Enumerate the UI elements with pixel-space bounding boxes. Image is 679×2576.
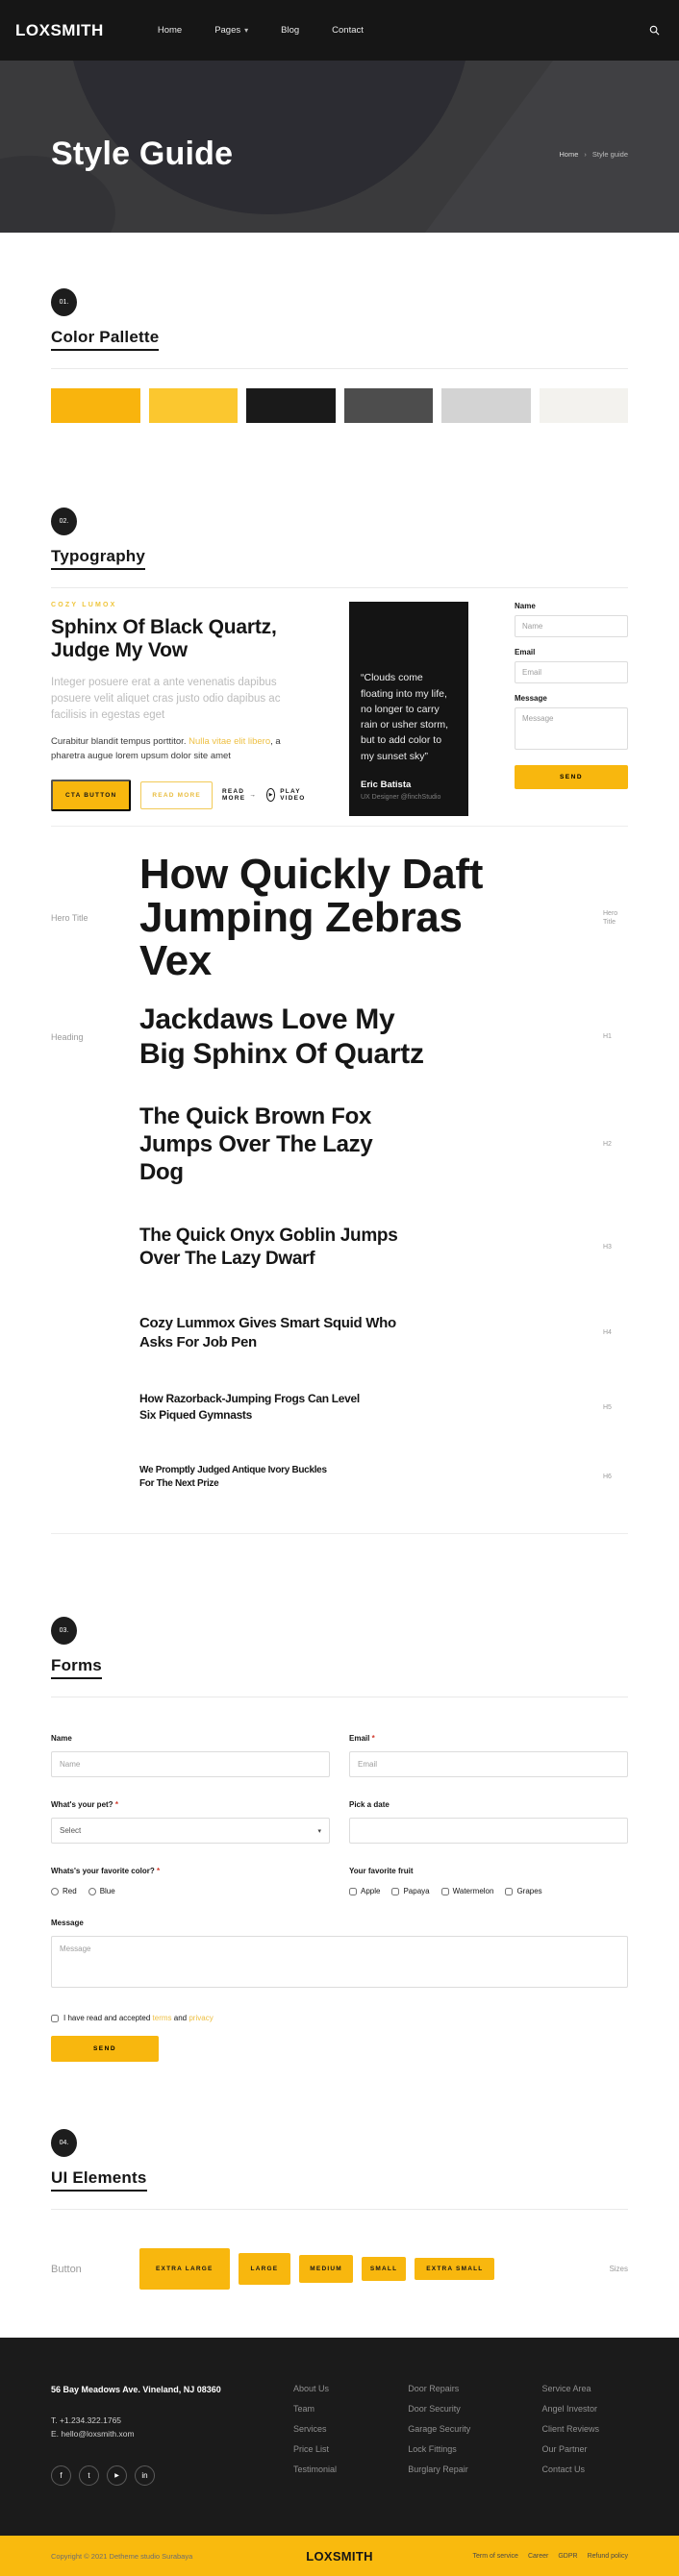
footer-link[interactable]: Our Partner [541, 2444, 588, 2455]
type-scale-row-h6: We Promptly Judged Antique Ivory Buckles For The Next Prize H6 [139, 1465, 612, 1490]
gdpr-link[interactable]: GDPR [558, 2552, 578, 2560]
radio-blue[interactable]: Blue [88, 1887, 115, 1895]
terms-of-service-link[interactable]: Term of service [472, 2552, 518, 2560]
checkbox-grapes[interactable]: Grapes [505, 1887, 541, 1895]
send-button[interactable]: SEND [515, 765, 628, 789]
section-typography [51, 423, 628, 1534]
footer-column-services [408, 2384, 470, 2486]
color-swatch-6 [540, 388, 629, 423]
footer-logo: LOXSMITH [306, 2548, 373, 2564]
h4-sample: Cozy Lummox Gives Smart Squid Who Asks For Job Pen [139, 1314, 396, 1351]
footer-link[interactable]: Team [293, 2404, 315, 2415]
radio-input-red[interactable] [51, 1888, 59, 1895]
type-scale-row-h1: Heading Jackdaws Love My Big Sphinx Of Quartz H1 [51, 1003, 612, 1070]
type-scale-row-h3: The Quick Onyx Goblin Jumps Over The Lazy Dwarf H3 [139, 1226, 612, 1270]
search-icon[interactable] [646, 23, 662, 38]
twitter-icon[interactable]: t [79, 2465, 99, 2486]
linkedin-icon[interactable]: in [135, 2465, 155, 2486]
youtube-icon[interactable]: ▶ [107, 2465, 127, 2486]
message-label: Message [515, 694, 547, 703]
copyright-text: Copyright © 2021 Detheme studio Surabaya [51, 2551, 193, 2561]
section-color-palette [51, 233, 628, 423]
page-hero [0, 61, 679, 233]
chevron-down-icon: ▾ [244, 26, 249, 35]
divider [51, 826, 628, 827]
footer-link[interactable]: Burglary Repair [408, 2465, 468, 2475]
breadcrumb [559, 150, 628, 159]
sizes-label: Sizes [609, 2265, 628, 2274]
social-links [51, 2465, 293, 2486]
email-label: Email [515, 648, 536, 656]
sample-contact-form [515, 602, 628, 816]
divider [51, 2209, 628, 2210]
button-sizes-row [51, 2248, 628, 2290]
email-label: Email * [349, 1734, 375, 1744]
message-label: Message [51, 1919, 84, 1928]
radio-red[interactable]: Red [51, 1887, 77, 1895]
footer-email[interactable]: E. hello@loxsmith.xom [51, 2429, 135, 2440]
footer-link[interactable]: Door Repairs [408, 2384, 460, 2394]
section-number-badge: 04. [51, 2129, 77, 2157]
button-extra-small[interactable]: EXTRA SMALL [415, 2258, 494, 2280]
type-scale-row-hero: Hero Title How Quickly Daft Jumping Zebras Vex Hero Title [51, 851, 618, 984]
name-label: Name [515, 602, 536, 610]
message-field[interactable] [51, 1936, 628, 1988]
section-ui-elements [51, 2062, 628, 2290]
pet-select[interactable] [51, 1818, 330, 1844]
name-label: Name [51, 1734, 72, 1744]
breadcrumb-separator-icon: › [584, 150, 587, 159]
quote-card [349, 602, 468, 816]
color-swatch-4 [344, 388, 434, 423]
typography-sample [51, 602, 628, 816]
send-button[interactable]: SEND [51, 2036, 159, 2062]
cta-button[interactable]: CTA BUTTON [51, 780, 131, 811]
nav-item-pages[interactable]: Pages ▾ [214, 25, 249, 36]
footer-link[interactable]: About Us [293, 2384, 330, 2394]
h1-sample: Jackdaws Love My Big Sphinx Of Quartz [139, 1003, 424, 1070]
footer-address: 56 Bay Meadows Ave. Vineland, NJ 08360 [51, 2385, 221, 2395]
button-extra-large[interactable]: EXTRA LARGE [139, 2248, 230, 2290]
demo-form [51, 1728, 628, 2062]
footer-link[interactable]: Service Area [541, 2384, 591, 2394]
h5-sample: How Razorback-Jumping Frogs Can Level Six Piqued Gymnasts [139, 1392, 360, 1423]
sample-lead-paragraph: Integer posuere erat a ante venenatis dapibus posuere velit aliquet cras justo odio dapibus ac facilisis in egestas eget [51, 676, 281, 722]
section-forms [51, 1534, 628, 2062]
terms-checkbox-row[interactable]: I have read and accepted terms and privacy [51, 2014, 628, 2022]
type-scale-row-h2: The Quick Brown Fox Jumps Over The Lazy Dog H2 [139, 1102, 612, 1186]
type-scale-row-h5: How Razorback-Jumping Frogs Can Level Six Piqued Gymnasts H5 [139, 1392, 612, 1423]
arrow-right-icon: → [249, 791, 257, 799]
hero-title-sample: How Quickly Daft Jumping Zebras Vex [139, 851, 484, 984]
color-swatch-5 [441, 388, 531, 423]
footer-link[interactable]: Lock Fittings [408, 2444, 457, 2455]
button-small[interactable]: SMALL [362, 2257, 406, 2281]
nav-item-contact[interactable]: Contact [332, 25, 364, 36]
favorite-fruit-label: Your favorite fruit [349, 1867, 414, 1876]
footer-column-company [293, 2384, 337, 2486]
checkbox-apple[interactable]: Apple [349, 1887, 380, 1895]
section-title-color-palette: Color Pallette [51, 328, 159, 351]
nav-item-home[interactable]: Home [157, 25, 183, 36]
button-large[interactable]: LARGE [239, 2253, 291, 2285]
refund-policy-link[interactable]: Refund policy [587, 2552, 628, 2560]
h2-sample: The Quick Brown Fox Jumps Over The Lazy Dog [139, 1102, 373, 1186]
required-mark: * [371, 1734, 375, 1744]
breadcrumb-home[interactable]: Home [559, 150, 579, 159]
type-scale-row-h4: Cozy Lummox Gives Smart Squid Who Asks For Job Pen H4 [51, 1314, 628, 1353]
read-more-outline-button[interactable]: READ MORE [140, 781, 213, 809]
footer [0, 2338, 679, 2536]
button-row-label: Button [51, 2263, 82, 2275]
checkbox-input-apple[interactable] [349, 1888, 357, 1895]
section-number-badge: 01. [51, 288, 77, 316]
quote-author: Eric Batista [361, 780, 412, 790]
inline-text-link[interactable]: Nulla vitae elit libero [189, 736, 271, 748]
pet-select-value: Select [60, 1826, 82, 1836]
favorite-color-label: Whats's your favorite color? * [51, 1867, 161, 1876]
top-navbar [0, 0, 679, 61]
section-number-badge: 02. [51, 508, 77, 535]
privacy-link[interactable]: privacy [189, 2014, 214, 2023]
color-swatch-2 [149, 388, 239, 423]
page-title: Style Guide [51, 136, 234, 172]
section-title-ui-elements: UI Elements [51, 2168, 147, 2192]
required-mark: * [156, 1867, 161, 1876]
color-swatch-3 [246, 388, 336, 423]
quote-text: “Clouds come floating into my life, no longer to carry rain or usher storm, but to add color to my sunset sky” [361, 672, 449, 762]
play-icon: ▶ [266, 788, 275, 802]
play-video-link[interactable]: ▶ PLAY VIDEO [266, 788, 310, 802]
checkbox-input-watermelon[interactable] [441, 1888, 449, 1895]
checkbox-watermelon[interactable]: Watermelon [441, 1887, 494, 1895]
name-field[interactable] [51, 1751, 330, 1777]
h3-sample: The Quick Onyx Goblin Jumps Over The Lazy Dwarf [139, 1226, 398, 1270]
button-medium[interactable]: MEDIUM [299, 2255, 353, 2283]
required-mark: * [114, 1800, 118, 1810]
date-field[interactable] [349, 1818, 628, 1844]
select-caret-icon: ▾ [317, 1827, 321, 1835]
footer-link[interactable]: Angel Investor [541, 2404, 598, 2415]
sample-heading: Sphinx Of Black Quartz, Judge My Vow [51, 616, 277, 662]
section-number-badge: 03. [51, 1617, 77, 1645]
breadcrumb-current: Style guide [591, 150, 628, 159]
checkbox-papaya[interactable]: Papaya [391, 1887, 429, 1895]
facebook-icon[interactable]: f [51, 2465, 71, 2486]
footer-link[interactable]: Client Reviews [541, 2424, 599, 2435]
checkbox-input-grapes[interactable] [505, 1888, 513, 1895]
footer-link[interactable]: Services [293, 2424, 327, 2435]
main-nav [158, 25, 364, 36]
pet-label: What's your pet? * [51, 1800, 118, 1810]
career-link[interactable]: Career [527, 2552, 549, 2560]
footer-bottom-bar [0, 2536, 679, 2576]
footer-link[interactable]: Price List [293, 2444, 330, 2455]
footer-column-more [541, 2384, 599, 2486]
eyebrow-label: COZY LUMOX [51, 602, 117, 608]
email-field[interactable] [349, 1751, 628, 1777]
sample-body-paragraph: Curabitur blandit tempus porttitor. Nulla vitae elit libero, a pharetra augue lorem upsum dolor site amet [51, 736, 281, 762]
nav-item-blog[interactable]: Blog [281, 25, 300, 36]
color-swatches [51, 388, 628, 423]
footer-link[interactable]: Garage Security [408, 2424, 471, 2435]
email-field[interactable] [515, 661, 628, 683]
footer-link[interactable]: Contact Us [541, 2465, 585, 2475]
color-swatch-1 [51, 388, 140, 423]
logo[interactable]: LOXSMITH [15, 20, 104, 39]
terms-checkbox[interactable] [51, 2015, 59, 2022]
date-label: Pick a date [349, 1800, 390, 1810]
radio-input-blue[interactable] [88, 1888, 96, 1895]
footer-link[interactable]: Door Security [408, 2404, 461, 2415]
footer-phone[interactable]: T. +1.234.322.1765 [51, 2415, 122, 2425]
section-title-forms: Forms [51, 1656, 102, 1679]
read-more-link[interactable]: READ MORE → [221, 788, 257, 803]
name-field[interactable] [515, 615, 628, 637]
h6-sample: We Promptly Judged Antique Ivory Buckles For The Next Prize [139, 1465, 327, 1490]
divider [51, 587, 628, 588]
quote-author-role: UX Designer @finchStudio [361, 794, 441, 801]
footer-link[interactable]: Testimonial [293, 2465, 338, 2475]
message-field[interactable] [515, 707, 628, 750]
terms-link[interactable]: terms [152, 2014, 172, 2023]
checkbox-input-papaya[interactable] [391, 1888, 399, 1895]
section-title-typography: Typography [51, 547, 145, 570]
divider [51, 368, 628, 369]
